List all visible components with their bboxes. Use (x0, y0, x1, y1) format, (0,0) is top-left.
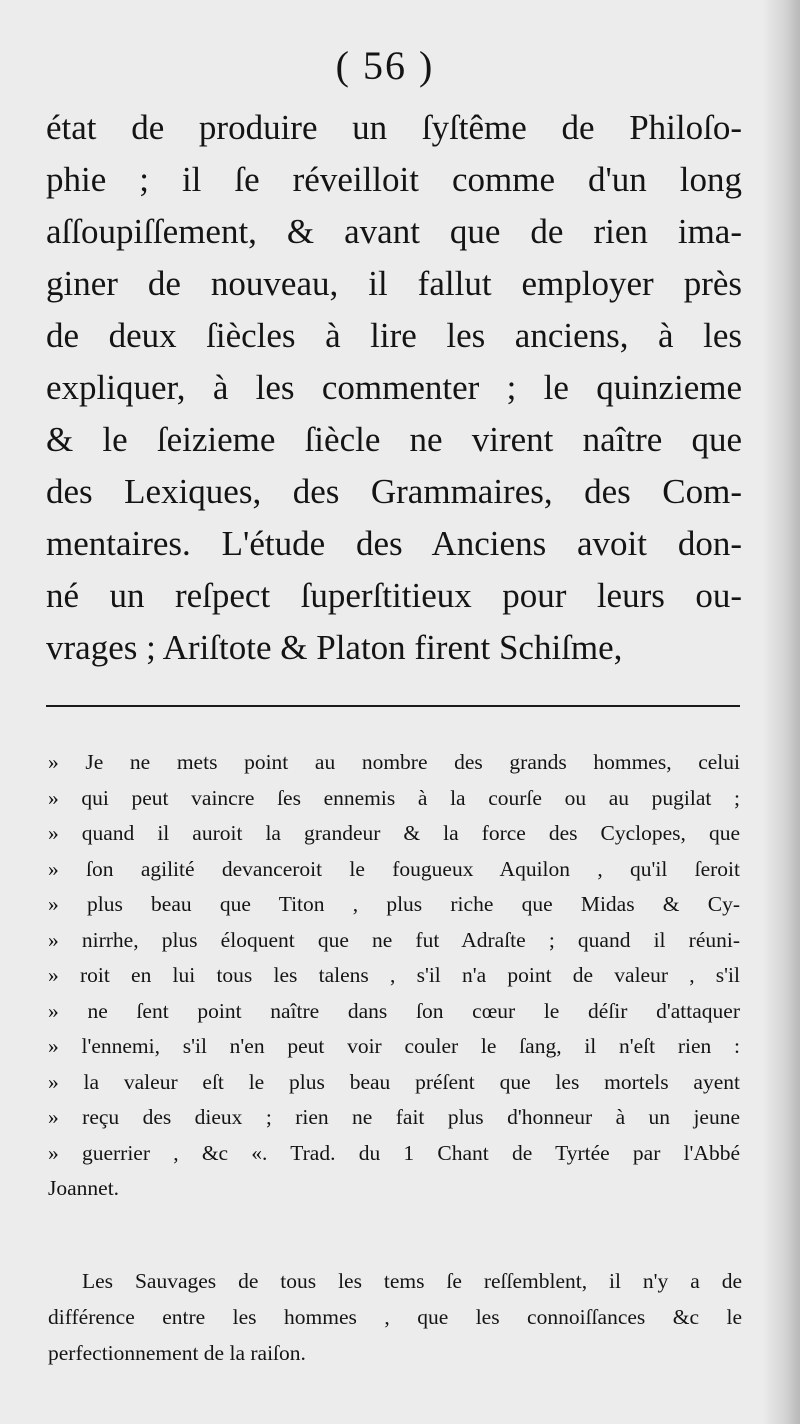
main-text-line: né un reſpect ſuperſtitieux pour leurs ou- (46, 576, 742, 615)
footnote-line: » quand il auroit la grandeur & la force des Cyclopes, que (48, 821, 740, 845)
main-text-line: vrages ; Ariſtote & Platon firent Schiſme, (46, 628, 623, 667)
page-number: ( 56 ) (335, 43, 435, 88)
page-edge-shadow (762, 0, 800, 1424)
main-text-block (46, 102, 742, 674)
main-text-line: mentaires. L'étude des Anciens avoit don- (46, 524, 742, 563)
main-text-line: expliquer, à les commenter ; le quinzieme (46, 368, 742, 407)
main-text-line: aſſoupiſſement, & avant que de rien ima- (46, 212, 742, 251)
footnote-line: » ne ſent point naître dans ſon cœur le déſir d'attaquer (48, 998, 740, 1023)
note-line: Les Sauvages de tous les tems ſe reſſemblent, il n'y a de (82, 1269, 742, 1293)
footnote-line: » l'ennemi, s'il n'en peut voir couler le ſang, il n'eſt rien : (48, 1034, 740, 1058)
footnote-line: » nirrhe, plus éloquent que ne fut Adraſte ; quand il réuni- (48, 927, 740, 952)
main-text-line: de deux ſiècles à lire les anciens, à les (46, 316, 742, 355)
footnote-line: Joannet. (48, 1176, 120, 1200)
note-line: perfectionnement de la raiſon. (48, 1341, 306, 1365)
main-text-line: des Lexiques, des Grammaires, des Com- (46, 472, 742, 511)
main-text-line: état de produire un ſyſtême de Philoſo- (46, 108, 742, 147)
footnote-divider (46, 705, 740, 707)
footnote-line: » plus beau que Titon , plus riche que Midas & Cy- (48, 892, 740, 916)
main-text-line: & le ſeizieme ſiècle ne virent naître que (46, 420, 742, 459)
main-text-line: giner de nouveau, il fallut employer près (46, 264, 742, 303)
footnote-line: » Je ne mets point au nombre des grands hommes, celui (48, 750, 740, 774)
footnote-line: » roit en lui tous les talens , s'il n'a point de valeur , s'il (48, 963, 740, 987)
footnote-line: » ſon agilité devanceroit le fougueux Aquilon , qu'il ſeroit (48, 856, 740, 881)
main-text-line: phie ; il ſe réveilloit comme d'un long (46, 160, 742, 199)
footnote-line: » guerrier , &c «. Trad. du 1 Chant de Tyrtée par l'Abbé (48, 1140, 740, 1165)
footnote-line: » reçu des dieux ; rien ne fait plus d'honneur à un jeune (48, 1105, 740, 1129)
closing-note (48, 1263, 742, 1371)
footnote-line: » la valeur eſt le plus beau préſent que les mortels ayent (48, 1069, 740, 1094)
note-line: différence entre les hommes , que les connoiſſances &c le (48, 1305, 742, 1329)
footnote-quote (48, 745, 740, 1207)
footnote-line: » qui peut vaincre ſes ennemis à la courſe ou au pugilat ; (48, 785, 740, 810)
